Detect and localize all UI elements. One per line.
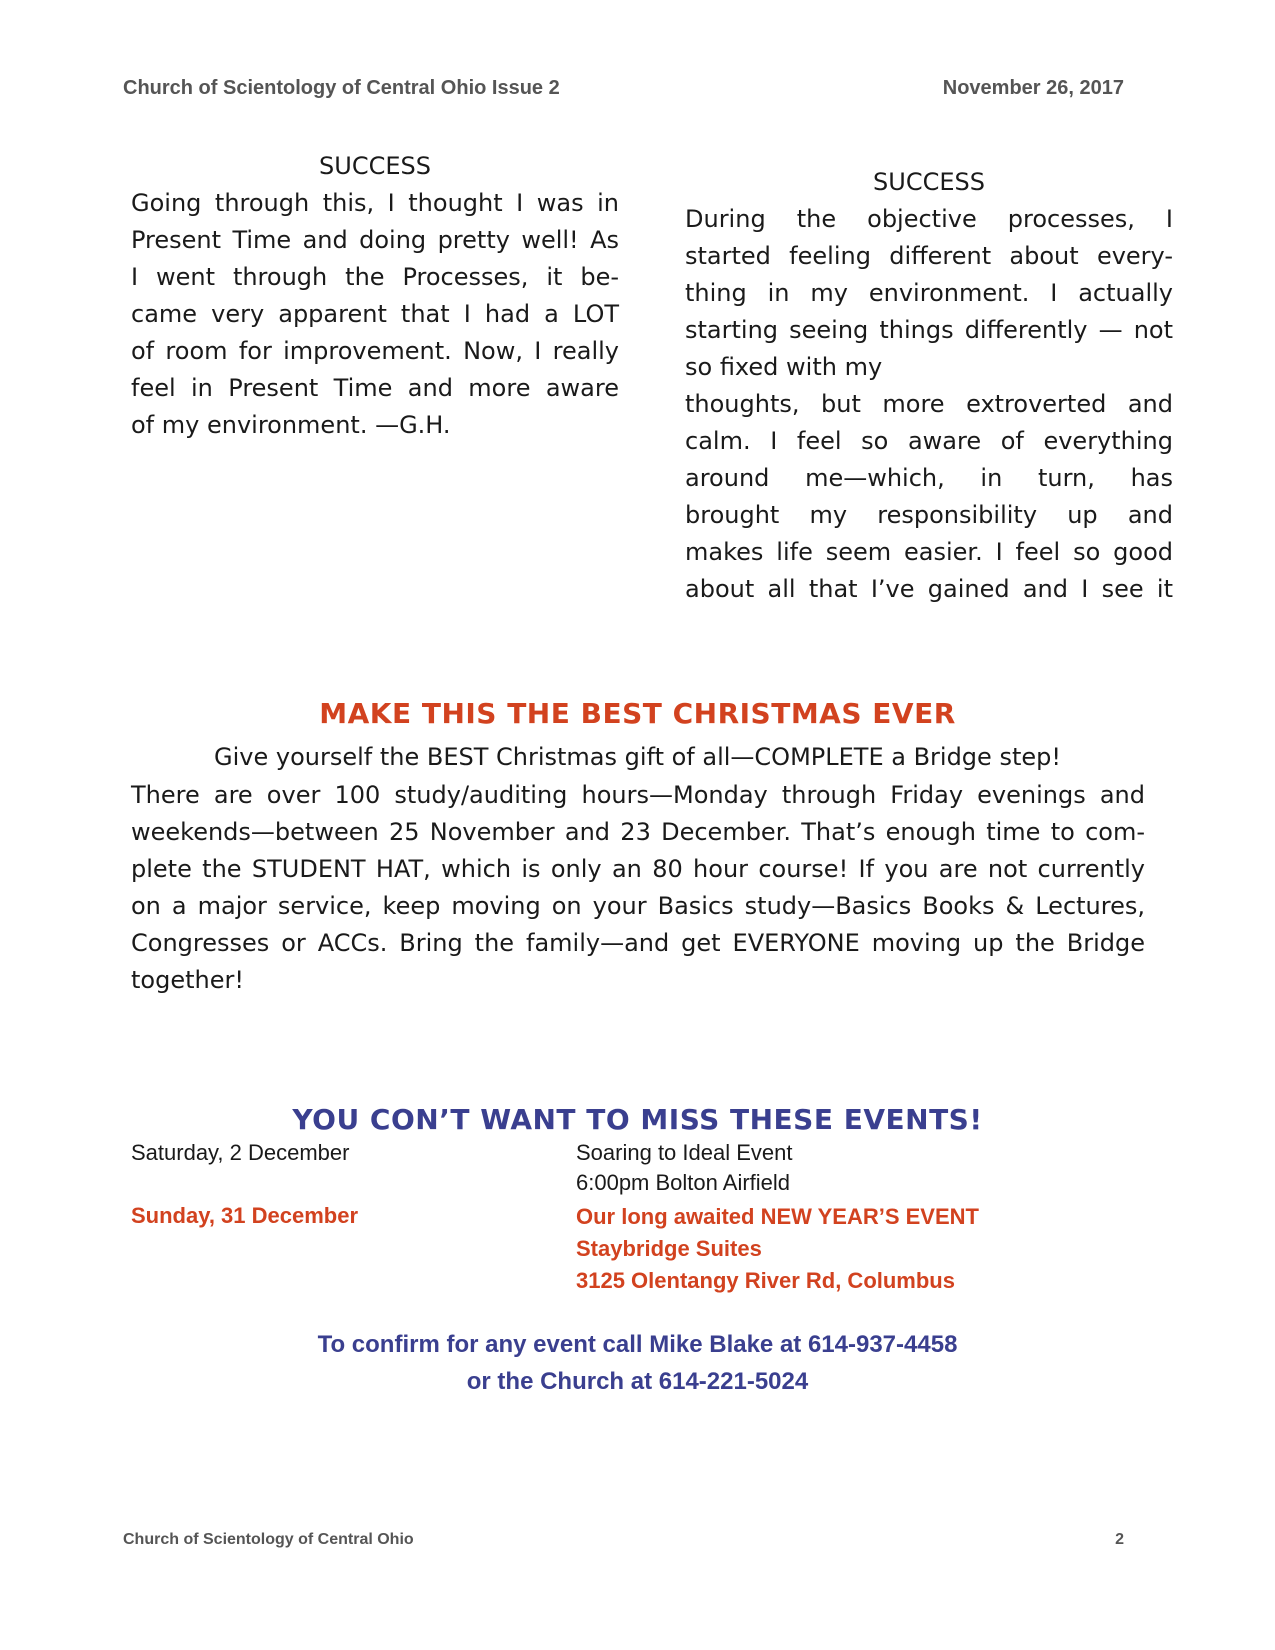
success-left-line: of my environment. —G.H. (131, 411, 451, 439)
christmas-line: Congresses or ACCs. Bring the family—and get EVERYONE moving up the Bridge (131, 929, 1145, 957)
success-left-line: came very apparent that I had a LOT (131, 300, 619, 328)
event-date: Saturday, 2 December (131, 1140, 350, 1165)
confirm-line-2: or the Church at 614-221-5024 (466, 1368, 809, 1395)
success-right-line: makes life seem easier. I feel so good (685, 538, 1173, 566)
success-right-line: brought my responsibility up and (685, 501, 1173, 529)
event-detail-line: Staybridge Suites (576, 1236, 762, 1261)
success-right-text (685, 201, 1173, 608)
events-title: YOU CON’T WANT TO MISS THESE EVENTS! (292, 1103, 983, 1136)
success-left-title: SUCCESS (319, 152, 431, 180)
success-right-title: SUCCESS (873, 168, 985, 196)
header-title: Church of Scientology of Central Ohio Issue 2 (123, 77, 560, 99)
success-left-line: feel in Present Time and more aware (131, 374, 619, 402)
success-left-line: Present Time and doing pretty well! As (131, 226, 619, 254)
success-right-line: about all that I’ve gained and I see it (685, 575, 1173, 603)
christmas-body (131, 777, 1145, 999)
event-detail-line: Our long awaited NEW YEAR’S EVENT (576, 1204, 979, 1229)
confirm-line-1: To confirm for any event call Mike Blake at 614-937-4458 (317, 1331, 958, 1358)
event-detail-line: Soaring to Ideal Event (576, 1140, 793, 1165)
success-left-line: of room for improvement. Now, I really (131, 337, 619, 365)
success-right-line: around me—which, in turn, has (685, 464, 1173, 492)
christmas-line: on a major service, keep moving on your Basics study—Basics Books & Lectures, (131, 892, 1145, 920)
header-date: November 26, 2017 (942, 77, 1124, 99)
success-left-line: Going through this, I thought I was in (131, 189, 619, 217)
success-left-line: I went through the Processes, it be- (131, 263, 619, 291)
success-right-line: started feeling different about every- (685, 242, 1173, 270)
christmas-line: plete the STUDENT HAT, which is only an 80 hour course! If you are not currently (131, 855, 1145, 883)
christmas-line: weekends—between 25 November and 23 December. That’s enough time to com- (131, 818, 1145, 846)
footer-org-name: Church of Scientology of Central Ohio (123, 1531, 414, 1548)
christmas-lead: Give yourself the BEST Christmas gift of all—COMPLETE a Bridge step! (214, 743, 1061, 771)
success-right-line: calm. I feel so aware of everything (685, 427, 1173, 455)
success-right-line: starting seeing things differently — not (685, 316, 1173, 344)
event-detail-line: 6:00pm Bolton Airfield (576, 1170, 791, 1195)
christmas-line: There are over 100 study/auditing hours—Monday through Friday evenings and (131, 781, 1145, 809)
event-details (576, 1138, 792, 1198)
success-right-line: so fixed with my (685, 353, 883, 381)
success-left-text (131, 185, 619, 444)
christmas-title: MAKE THIS THE BEST CHRISTMAS EVER (319, 697, 956, 730)
success-right-line: thing in my environment. I actually (685, 279, 1173, 307)
event-date: Sunday, 31 December (131, 1203, 359, 1228)
christmas-line: together! (131, 966, 244, 994)
event-details (576, 1201, 979, 1297)
success-right-line: During the objective processes, I (685, 205, 1173, 233)
success-right-line: thoughts, but more extroverted and (685, 390, 1173, 418)
event-detail-line: 3125 Olentangy River Rd, Columbus (576, 1268, 955, 1293)
page-number: 2 (1115, 1531, 1124, 1548)
